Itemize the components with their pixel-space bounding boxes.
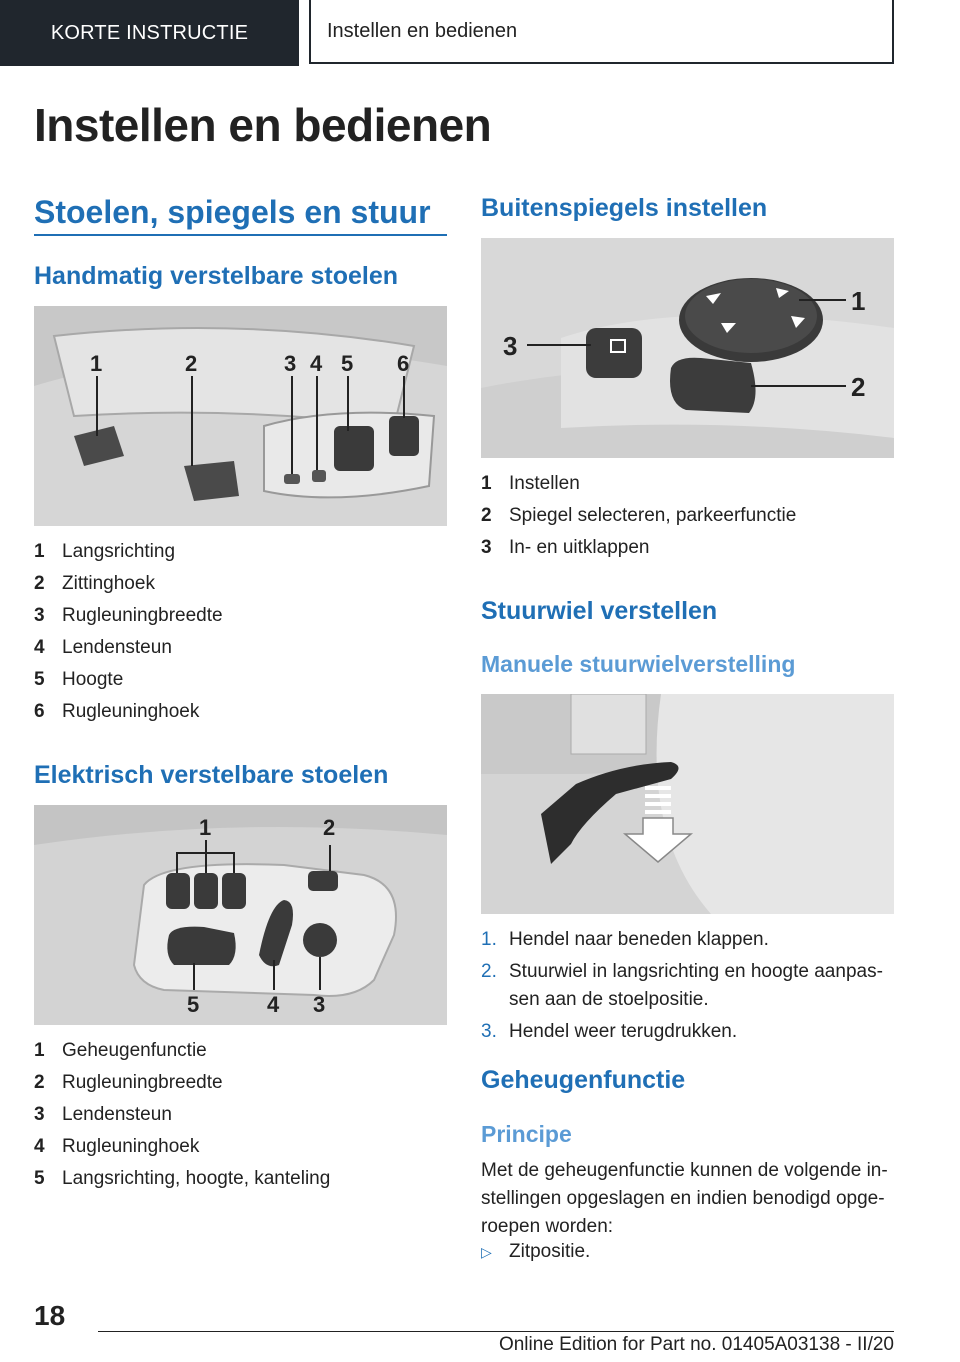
manual-callout-1: 1 <box>90 351 103 376</box>
page-number: 18 <box>34 1300 66 1331</box>
electric-callout-2: 2 <box>323 815 336 840</box>
list-item: 5 Langsrichting, hoogte, kanteling <box>34 1168 331 1189</box>
electric-callout-1: 1 <box>199 815 212 840</box>
list-item: 1. Hendel naar beneden klappen. <box>481 929 769 950</box>
electric-callout-3: 3 <box>313 992 326 1017</box>
memory-bullets <box>481 1236 894 1268</box>
list-item: 1 Instellen <box>481 473 580 494</box>
mirrors-heading: Buitenspiegels instellen <box>481 194 768 222</box>
mirror-callout-3: 3 <box>503 331 518 361</box>
memory-subheading: Principe <box>481 1121 572 1147</box>
electric-callout-5: 5 <box>187 992 200 1017</box>
electric-seat-legend <box>34 1035 447 1195</box>
list-item: 1 Langsrichting <box>34 541 176 562</box>
list-item: 1 Geheugenfunctie <box>34 1040 207 1061</box>
manual-callout-6: 6 <box>397 351 410 376</box>
manual-callout-5: 5 <box>341 351 354 376</box>
mirror-control-illustration <box>481 238 894 458</box>
list-item: 6 Rugleuninghoek <box>34 701 200 722</box>
list-item: 4 Rugleuninghoek <box>34 1136 200 1157</box>
electric-callout-4: 4 <box>267 992 280 1017</box>
manual-callout-3: 3 <box>284 351 297 376</box>
manual-callout-2: 2 <box>185 351 198 376</box>
section-title-rule <box>34 234 447 236</box>
manual-seat-legend <box>34 536 447 728</box>
mirror-legend <box>481 468 894 564</box>
steering-heading: Stuurwiel verstellen <box>481 597 718 625</box>
list-item: 3 Lendensteun <box>34 1104 172 1125</box>
top-bar <box>0 0 960 66</box>
footer-divider <box>98 1331 894 1332</box>
list-item: 3 In- en uitklappen <box>481 537 650 558</box>
section-title: Stoelen, spiegels en stuur <box>34 194 431 230</box>
electric-seats-heading: Elektrisch verstelbare stoelen <box>34 761 389 789</box>
list-item: 5 Hoogte <box>34 669 124 690</box>
mirror-callout-2: 2 <box>851 372 866 402</box>
section-tab[interactable]: KORTE INSTRUCTIE <box>0 0 299 66</box>
list-item: ▷ Zitpositie. <box>481 1241 591 1262</box>
list-item: 4 Lendensteun <box>34 637 172 658</box>
page-title: Instellen en bedienen <box>34 99 492 151</box>
list-item: 3. Hendel weer terugdrukken. <box>481 1021 738 1042</box>
list-item: 2. Stuurwiel in langsrichting en hoogte aanpassen aan de stoelpositie. <box>481 961 883 1010</box>
manual-callout-4: 4 <box>310 351 323 376</box>
list-item: 2 Spiegel selecteren, parkeerfunctie <box>481 505 797 526</box>
manual-seats-heading: Handmatig verstelbare stoelen <box>34 262 399 290</box>
memory-description: Met de geheugenfunctie kunnen de volgende instellingen opgeslagen en indien benodigd opgeroepen worden: <box>481 1160 888 1237</box>
manual-seat-illustration <box>34 306 447 526</box>
list-item: 2 Rugleuningbreedte <box>34 1072 223 1093</box>
list-item: 2 Zittinghoek <box>34 573 155 594</box>
steering-subheading: Manuele stuurwielverstelling <box>481 651 796 677</box>
electric-seat-illustration <box>34 805 447 1025</box>
chapter-tab[interactable]: Instellen en bedienen <box>309 0 894 64</box>
steering-lever-illustration <box>481 694 894 914</box>
list-item: 3 Rugleuningbreedte <box>34 605 223 626</box>
steering-steps <box>481 926 894 1050</box>
memory-heading: Geheugenfunctie <box>481 1066 686 1094</box>
edition-footer: Online Edition for Part no. 01405A03138 - II/20 <box>498 1334 894 1355</box>
mirror-callout-1: 1 <box>851 286 866 316</box>
